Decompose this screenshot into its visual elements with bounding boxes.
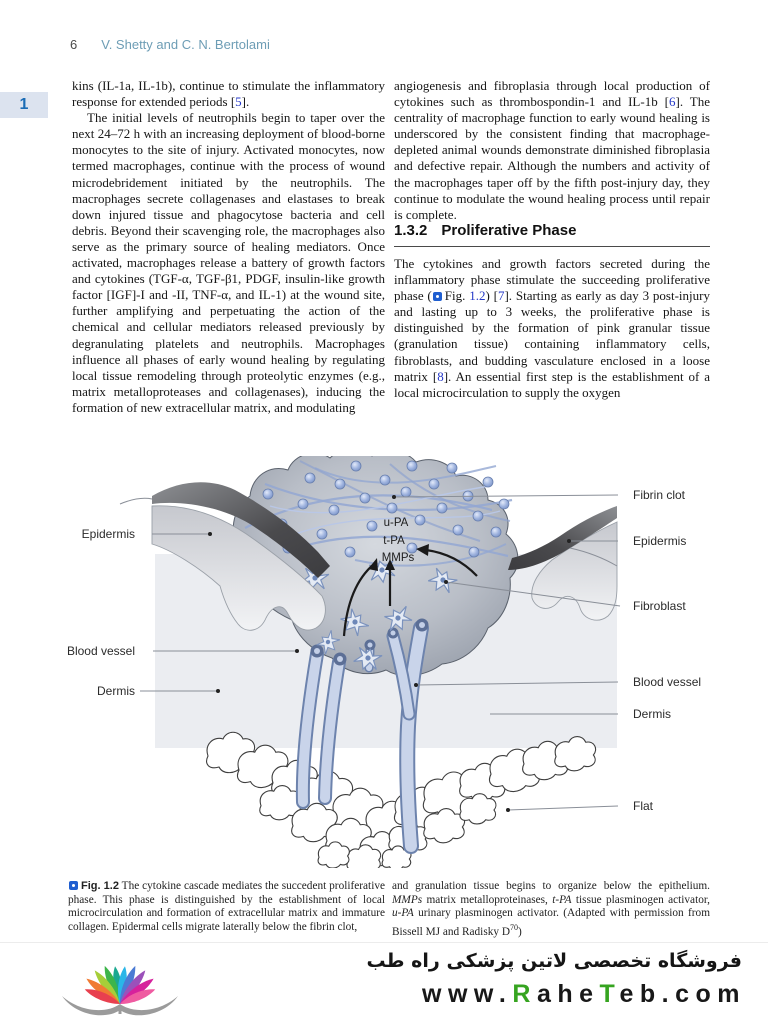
url-segment: .com xyxy=(661,980,746,1008)
caption-text: and granulation tissue begins to organize below the epithelium. xyxy=(392,880,710,892)
label-dermis-left: Dermis xyxy=(97,684,135,698)
left-column xyxy=(72,78,385,416)
citation-ref-8[interactable]: 8 xyxy=(437,368,444,384)
figure-caption-number: Fig. 1.2 xyxy=(81,880,119,892)
running-head xyxy=(70,37,270,52)
citation-ref-6[interactable]: 6 xyxy=(668,94,676,110)
section-title: Proliferative Phase xyxy=(441,221,577,239)
footer-persian-text: فروشگاه تخصصی لاتین پزشکی راه طب xyxy=(366,950,742,972)
paragraph xyxy=(394,78,710,223)
figure-1-2-illustration xyxy=(60,456,710,868)
caption-term-upa: u-PA xyxy=(392,907,414,920)
enzyme-label-mmps: MMPs xyxy=(381,552,415,564)
footer-website-link[interactable] xyxy=(422,980,746,1009)
body-text: The initial levels of neutrophils begin to taper over the next 24–72 h with an increasing deployment of blood-borne monocytes to the site of injury. Activated monocytes, now termed macrophages, continue with the process of wound microdebridement initiated by the neutrophils. The macrophages secrete collagenases and elastases to break down injured tissue and phagocytose bacteria and cell debris. Beyond their scavenging role, the macrophages also serve as the primary source of healing mediators. Once activated, macrophages release a battery of growth factors and cytokines (TGF-α, TGF-β1, PDGF, insulin-like growth factor [IGF]-I and -II, TNF-α, and IL-1) at the wound site, further amplifying and perpetuating the action of the chemical and cellular mediators released previously by degranulating platelets and neutrophils. Macrophages influence all phases of early wound healing by regulating local tissue remodeling through proteolytic enzymes (e.g., matrix metalloproteases and collagenases), inducing the formation of new extracellular matrix, and modulating xyxy=(72,110,385,415)
url-segment-green: T xyxy=(599,980,620,1008)
url-segment: eb xyxy=(619,980,662,1008)
caption-text: ) xyxy=(518,925,522,938)
paragraph xyxy=(394,256,710,401)
label-fibrin-clot: Fibrin clot xyxy=(633,488,686,502)
caption-text: matrix metalloproteinases, xyxy=(422,893,553,906)
raheteb-logo xyxy=(54,948,186,1020)
url-segment: ahe xyxy=(536,980,600,1008)
label-dermis-right: Dermis xyxy=(633,707,671,721)
label-blood-vessel-left: Blood vessel xyxy=(66,644,135,658)
section-heading xyxy=(394,223,710,247)
body-text: Fig. xyxy=(444,288,470,304)
figure-link[interactable]: 1.2 xyxy=(469,288,486,304)
body-text: kins (IL-1a, IL-1b), continue to stimulate the inflammatory response for extended periods [ xyxy=(72,78,385,110)
figure-ref-icon xyxy=(433,292,442,301)
caption-text: The cytokine cascade mediates the succedent proliferative phase. This phase is distinguished by the establishment of local microcirculation and formation of extracellular matrix and immature collagen. Epidermal cells migrate laterally below the fibrin clot, xyxy=(68,880,385,933)
label-epidermis-left: Epidermis xyxy=(81,527,135,541)
body-text: ]. xyxy=(241,94,250,110)
body-text: ]. The centrality of macrophage function to early wound healing is underscored by the consistent finding that macrophage-depleted animal wounds demonstrate diminished fibroplasia and defective repair. Although the numbers and activity of the macrophages taper off by the fifth post-injury day, they continue to modulate the wound healing process until repair is complete. xyxy=(394,94,710,222)
caption-term-tpa: t-PA xyxy=(552,893,572,906)
label-fibroblast: Fibroblast xyxy=(633,599,686,613)
paragraph xyxy=(72,110,385,416)
chapter-tab: 1 xyxy=(0,92,48,118)
body-text: The cytokines and growth factors secreted during the inflammatory phase stimulate the succeeding proliferative phase ( xyxy=(394,255,710,304)
wound-healing-diagram xyxy=(60,456,710,868)
figure-caption-icon xyxy=(69,881,78,890)
figure-caption-right xyxy=(392,880,710,939)
url-segment-green: R xyxy=(512,980,537,1008)
running-head-authors: V. Shetty and C. N. Bertolami xyxy=(101,37,270,52)
enzyme-label-upa: u-PA xyxy=(383,517,409,529)
body-text: ]. Starting as early as day 3 post-injury and lasting up to 3 weeks, the proliferative phase is distinguished by the formation of pink granular tissue (granulation tissue) containing inflammatory cells, fibroblasts, and budding vasculature enclosed in a loose matrix [ xyxy=(394,288,710,384)
citation-ref-5[interactable]: 5 xyxy=(235,94,242,110)
caption-superscript: 70 xyxy=(510,922,518,932)
caption-text: tissue plasminogen activator, xyxy=(571,893,710,906)
paragraph xyxy=(72,78,385,110)
body-text: ) [ xyxy=(485,288,498,304)
body-text: ]. An essential first step is the establishment of a local microcirculation to supply the oxygen xyxy=(394,368,710,400)
body-text: angiogenesis and fibroplasia through local production of cytokines such as thrombospondin-1 and IL-1b [ xyxy=(394,78,710,110)
figure-caption-left xyxy=(68,880,385,934)
enzyme-label-tpa: t-PA xyxy=(383,535,405,547)
footer-divider xyxy=(0,942,768,943)
caption-term-mmps: MMPs xyxy=(392,893,423,906)
label-flat: Flat xyxy=(633,799,654,813)
caption-text: urinary plasminogen activator. (Adapted with permission from Bissell MJ and Radisky D xyxy=(392,907,710,938)
right-column xyxy=(394,78,710,401)
label-epidermis-right: Epidermis xyxy=(633,534,687,548)
section-number: 1.3.2 xyxy=(394,221,428,239)
page-number: 6 xyxy=(70,37,78,52)
open-book-logo-icon xyxy=(54,948,186,1018)
url-segment: www. xyxy=(422,980,513,1008)
label-blood-vessel-right: Blood vessel xyxy=(633,675,702,689)
citation-ref-7[interactable]: 7 xyxy=(497,288,505,304)
